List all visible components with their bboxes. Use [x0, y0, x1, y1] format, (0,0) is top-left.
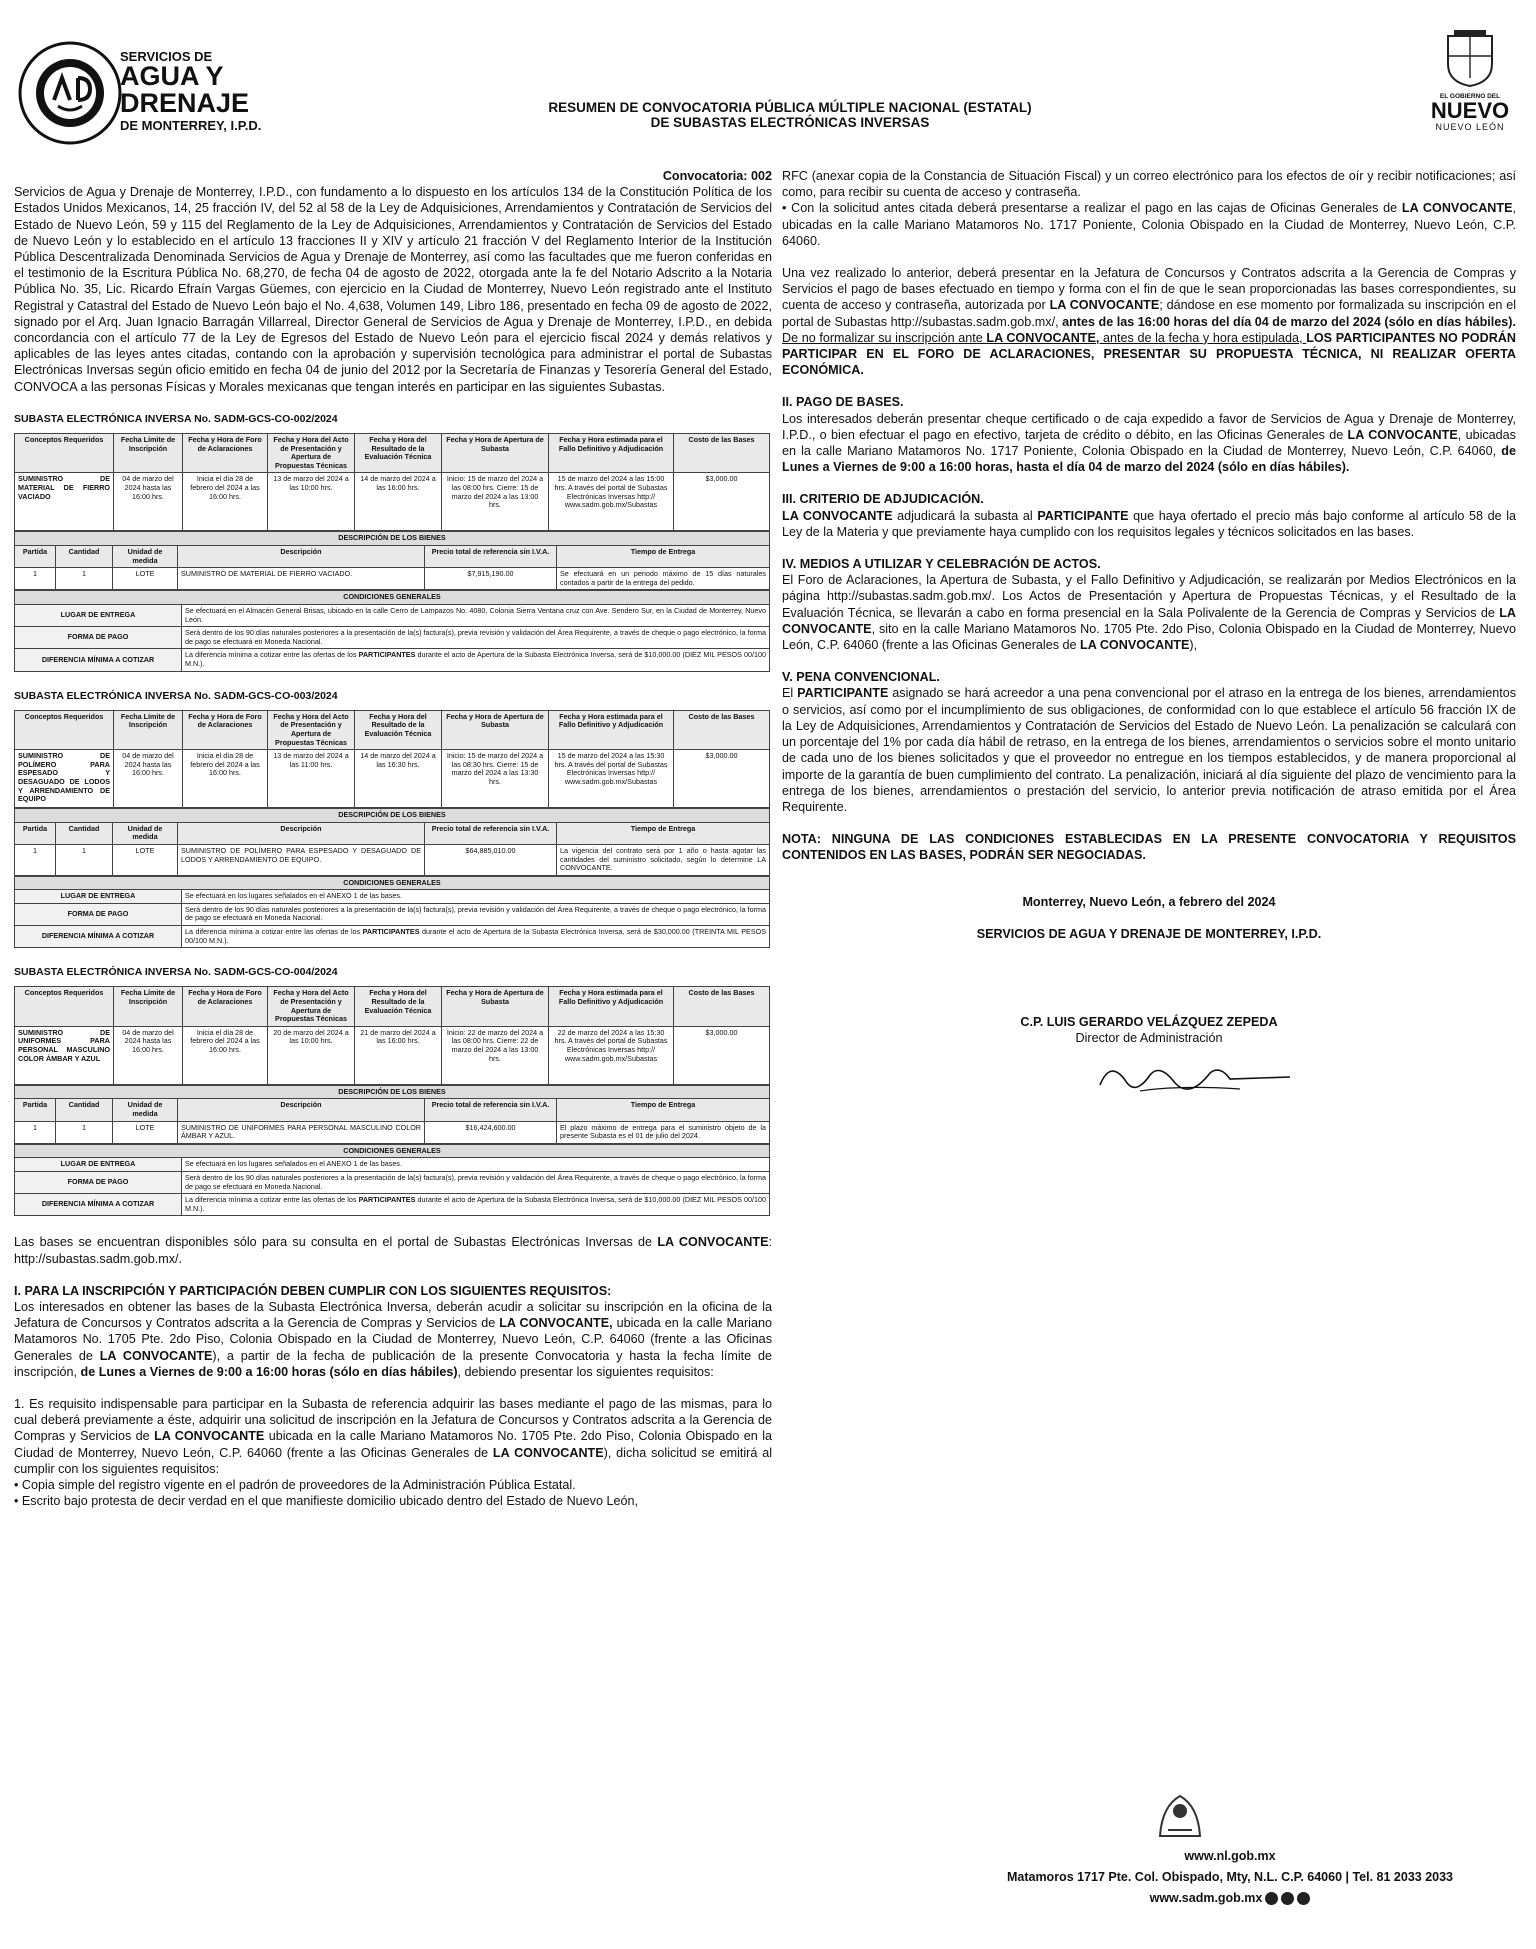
cantidad-cell: 1 — [56, 844, 113, 875]
sadm-wordmark — [120, 50, 261, 132]
schedule-header-cell: Fecha Límite de Inscripción — [114, 434, 183, 473]
schedule-header-cell: Conceptos Requeridos — [15, 987, 114, 1026]
goods-title: DESCRIPCIÓN DE LOS BIENES — [15, 1085, 770, 1099]
goods-header-cell: Cantidad — [56, 822, 113, 844]
schedule-row — [15, 1026, 770, 1084]
diferencia-value: La diferencia mínima a cotizar entre las ofertas de los PARTICIPANTES durante el acto de Apertura de la Subasta Electrónica Inversa, será de $10,000.00 (DIEZ MIL PESOS 00/100 M.N.). — [182, 1194, 770, 1216]
signer-title: Director de Administración — [1075, 1031, 1223, 1046]
conditions-title: CONDICIONES GENERALES — [15, 1144, 770, 1158]
goods-header-cell: Cantidad — [56, 546, 113, 568]
registration-paragraph: Una vez realizado lo anterior, deberá presentar en la Jefatura de Concursos y Contratos adscrita a la Gerencia de Compras y Servicios el pago de bases efectuado en tiempo y forma con el fin de que le sean proporcionadas las bases correspondientes, su cuenta de acceso y contraseña, autorizada por LA CONVOCANTE; dándose en ese momento por formalizada su inscripción en el portal de Subastas http://subastas.sadm.gob.mx/, antes de las 16:00 horas del día 04 de marzo del 2024 (sólo en días hábiles). De no formalizar su inscripción ante LA CONVOCANTE, antes de la fecha y hora estipulada, LOS PARTICIPANTES NO PODRÁN PARTICIPAR EN EL FORO DE ACLARACIONES, PRESENTAR SU PROPUESTA TÉCNICA, NI REALIZAR OFERTA ECONÓMICA. — [782, 266, 1517, 378]
signer-name: C.P. LUIS GERARDO VELÁZQUEZ ZEPEDA — [1020, 1014, 1278, 1029]
lugar-value: Se efectuará en los lugares señalados en el ANEXO 1 de las bases. — [182, 1158, 770, 1172]
section-3-paragraph: LA CONVOCANTE adjudicará la subasta al PARTICIPANTE que haya ofertado el precio más bajo conforme al artículo 58 de la Ley de la Materia y que previamente haya cumplido con los requisitos legales y técnicos solicitados en las bases. — [782, 508, 1516, 539]
goods-header-cell: Descripción — [178, 1099, 425, 1121]
schedule-header-cell: Fecha Límite de Inscripción — [114, 987, 183, 1026]
presentacion-cell: 13 de marzo del 2024 a las 11:00 hrs. — [268, 750, 355, 808]
goods-header-cell: Partida — [15, 1099, 56, 1121]
schedule-header-cell: Fecha y Hora de Apertura de Subasta — [442, 710, 549, 749]
section-4-title: IV. MEDIOS A UTILIZAR Y CELEBRACIÓN DE ACTOS. — [782, 557, 1101, 572]
twitter-icon[interactable] — [1281, 1892, 1294, 1905]
signature-image — [1080, 1055, 1310, 1105]
foro-cell: Inicia el día 28 de febrero del 2024 a las 16:00 hrs. — [183, 1026, 268, 1084]
foro-cell: Inicia el día 28 de febrero del 2024 a las 16:00 hrs. — [183, 473, 268, 531]
goods-table — [14, 531, 770, 590]
diferencia-value: La diferencia mínima a cotizar entre las ofertas de los PARTICIPANTES durante el acto de Apertura de la Subasta Electrónica Inversa, será de $10,000.00 (DIEZ MIL PESOS 00/100 M.N.). — [182, 649, 770, 671]
goods-header-cell: Unidad de medida — [113, 822, 178, 844]
auction-title: SUBASTA ELECTRÓNICA INVERSA No. SADM-GCS-CO-003/2024 — [14, 689, 338, 702]
schedule-header-cell: Fecha y Hora del Resultado de la Evaluación Técnica — [355, 434, 442, 473]
goods-header-cell: Precio total de referencia sin I.V.A. — [425, 1099, 557, 1121]
forma-label: FORMA DE PAGO — [15, 903, 182, 925]
goods-table — [14, 808, 770, 876]
cantidad-cell: 1 — [56, 1121, 113, 1143]
concepto-cell: SUMINISTRO DE MATERIAL DE FIERRO VACIADO — [15, 473, 114, 531]
apertura-cell: Inicio: 15 de marzo del 2024 a las 08:30 hrs. Cierre: 15 de marzo del 2024 a las 13:30 hrs. — [442, 750, 549, 808]
diferencia-label: DIFERENCIA MÍNIMA A COTIZAR — [15, 926, 182, 948]
right-column — [782, 168, 1516, 1046]
diferencia-label: DIFERENCIA MÍNIMA A COTIZAR — [15, 1194, 182, 1216]
convocatoria-number: Convocatoria: 002 — [662, 169, 772, 183]
conditions-table — [14, 876, 770, 949]
entrega-cell: El plazo máximo de entrega para el suministro objeto de la presente Subasta es el 01 de julio del 2024. — [557, 1121, 770, 1143]
schedule-header-cell: Fecha y Hora de Apertura de Subasta — [442, 434, 549, 473]
section-4-paragraph: El Foro de Aclaraciones, la Apertura de Subasta, y el Fallo Definitivo y Adjudicación, se realizarán por Medios Electrónicos en la página http://subastas.sadm.gob.mx/. Los Actos de Presentación y Apertura de Propuestas Técnicas, y el Resultado de la Evaluación Técnica, se llevarán a cabo en forma presencial en la Sala Polivalente de la Gerencia de Compras y Servicios de LA CONVOCANTE, sito en la calle Mariano Matamoros No. 1705 Pte. 2do Piso, Colonia Obispado en la Ciudad de Monterrey, Nuevo León, C.P. 64060 (frente a las Oficinas Generales de LA CONVOCANTE), — [782, 573, 1516, 653]
auction-block — [14, 964, 772, 1216]
forma-label: FORMA DE PAGO — [15, 1171, 182, 1193]
goods-header-cell: Tiempo de Entrega — [557, 822, 770, 844]
diferencia-label: DIFERENCIA MÍNIMA A COTIZAR — [15, 649, 182, 671]
footer-website-sadm[interactable]: www.sadm.gob.mx — [1149, 1891, 1263, 1905]
logo-line-1: SERVICIOS DE — [120, 49, 213, 64]
goods-row — [15, 1121, 770, 1143]
unidad-cell: LOTE — [113, 1121, 178, 1143]
schedule-header-cell: Costo de las Bases — [674, 710, 770, 749]
rfc-paragraph: RFC (anexar copia de la Constancia de Situación Fiscal) y un correo electrónico para los efectos de oír y recibir notificaciones; así como, para recibir su cuenta de acceso y contraseña. — [782, 169, 1516, 200]
schedule-row — [15, 473, 770, 531]
sadm-logo — [18, 38, 318, 148]
signing-organization: SERVICIOS DE AGUA Y DRENAJE DE MONTERREY, I.P.D. — [976, 926, 1322, 941]
nl-logo-caption: EL GOBIERNO DEL — [1439, 93, 1501, 100]
condition-row — [15, 903, 770, 925]
section-1-title: I. PARA LA INSCRIPCIÓN Y PARTICIPACIÓN DEBEN CUMPLIR CON LOS SIGUIENTES REQUISITOS: — [14, 1283, 612, 1298]
schedule-header-cell: Fecha y Hora del Acto de Presentación y Apertura de Propuestas Técnicas — [268, 987, 355, 1026]
schedule-header-cell: Fecha y Hora de Foro de Aclaraciones — [183, 434, 268, 473]
limite-cell: 04 de marzo del 2024 hasta las 16:00 hrs. — [114, 1026, 183, 1084]
lugar-label: LUGAR DE ENTREGA — [15, 1158, 182, 1172]
nl-logo-leon: NUEVO LEÓN — [1435, 122, 1505, 132]
goods-header-row — [15, 546, 770, 568]
descripcion-cell: SUMINISTRO DE MATERIAL DE FIERRO VACIADO. — [178, 568, 425, 590]
condition-row — [15, 926, 770, 948]
goods-header-cell: Descripción — [178, 546, 425, 568]
goods-header-row — [15, 1099, 770, 1121]
schedule-header-cell: Fecha y Hora estimada para el Fallo Definitivo y Adjudicación — [549, 987, 674, 1026]
goods-title: DESCRIPCIÓN DE LOS BIENES — [15, 532, 770, 546]
condition-row — [15, 890, 770, 904]
goods-header-cell: Cantidad — [56, 1099, 113, 1121]
resultado-cell: 14 de marzo del 2024 a las 16:00 hrs. — [355, 473, 442, 531]
conditions-table — [14, 590, 770, 671]
goods-header-cell: Precio total de referencia sin I.V.A. — [425, 546, 557, 568]
footer-social-row — [930, 1888, 1530, 1909]
forma-value: Será dentro de los 90 días naturales posteriores a la presentación de la(s) factura(s), previa revisión y validación del Área Requirente, a través de cheque o pago electrónico, la forma de pago se efectuará en Moneda Nacional. — [182, 903, 770, 925]
cantidad-cell: 1 — [56, 568, 113, 590]
entrega-cell: La vigencia del contrato será por 1 año o hasta agotar las cantidades del suministro solicitado, según lo determine LA CONVOCANTE. — [557, 844, 770, 875]
unidad-cell: LOTE — [113, 844, 178, 875]
schedule-header-cell: Fecha y Hora del Resultado de la Evaluación Técnica — [355, 987, 442, 1026]
section-2-paragraph: Los interesados deberán presentar cheque certificado o de caja expedido a favor de Servicios de Agua y Drenaje de Monterrey, I.P.D., o bien efectuar el pago en efectivo, tarjeta de crédito o débito, en las Oficinas Generales de LA CONVOCANTE, ubicadas en la calle Mariano Matamoros No. 1717 Poniente, Colonia Obispado en la Ciudad de Monterrey, Nuevo León, C.P. 64060, de Lunes a Viernes de 9:00 a 16:00 horas, hasta el día 04 de marzo del 2024 (sólo en días hábiles). — [782, 411, 1516, 475]
schedule-header-row — [15, 710, 770, 749]
partida-cell: 1 — [15, 1121, 56, 1143]
schedule-table — [14, 986, 770, 1084]
goods-title: DESCRIPCIÓN DE LOS BIENES — [15, 809, 770, 823]
resultado-cell: 21 de marzo del 2024 a las 16:00 hrs. — [355, 1026, 442, 1084]
coat-of-arms-icon — [1442, 28, 1498, 88]
payment-bullet: • Con la solicitud antes citada deberá presentarse a realizar el pago en las cajas de Oficinas Generales de LA CONVOCANTE, ubicadas en la calle Mariano Matamoros No. 1717 Poniente, Colonia Obispado en la Ciudad de Monterrey, Nuevo León, C.P. 64060. — [782, 201, 1516, 248]
goods-header-cell: Tiempo de Entrega — [557, 1099, 770, 1121]
descripcion-cell: SUMINISTRO DE UNIFORMES PARA PERSONAL MASCULINO COLOR ÁMBAR Y AZUL. — [178, 1121, 425, 1143]
requirement-bullet-1: • Copia simple del registro vigente en el padrón de proveedores de la Administración Pública Estatal. — [14, 1478, 576, 1492]
schedule-header-cell: Fecha Límite de Inscripción — [114, 710, 183, 749]
footer-address: Matamoros 1717 Pte. Col. Obispado, Mty, N.L. C.P. 64060 | Tel. 81 2033 2033 — [1006, 1870, 1454, 1884]
condition-row — [15, 1158, 770, 1172]
costo-cell: $3,000.00 — [674, 473, 770, 531]
schedule-table — [14, 710, 770, 808]
schedule-header-cell: Fecha y Hora del Resultado de la Evaluación Técnica — [355, 710, 442, 749]
fallo-cell: 15 de marzo del 2024 a las 15:00 hrs. A través del portal de Subastas Electrónicas Inversas http:// www.sadm.gob.mx/Subastas — [549, 473, 674, 531]
presentacion-cell: 13 de marzo del 2024 a las 10:00 hrs. — [268, 473, 355, 531]
conditions-title: CONDICIONES GENERALES — [15, 591, 770, 605]
conditions-table — [14, 1144, 770, 1217]
forma-value: Será dentro de los 90 días naturales posteriores a la presentación de la(s) factura(s), previa revisión y validación del Área Requirente, a través de cheque o pago electrónico, la forma de pago se efectuará en Moneda Nacional. — [182, 1171, 770, 1193]
document-title — [340, 100, 1240, 130]
schedule-header-cell: Fecha y Hora del Acto de Presentación y Apertura de Propuestas Técnicas — [268, 710, 355, 749]
schedule-header-cell: Fecha y Hora de Foro de Aclaraciones — [183, 987, 268, 1026]
presentacion-cell: 20 de marzo del 2024 a las 10:00 hrs. — [268, 1026, 355, 1084]
schedule-header-cell: Costo de las Bases — [674, 434, 770, 473]
entrega-cell: Se efectuará en un periodo máximo de 15 días naturales contados a partir de la entrega del pedido. — [557, 568, 770, 590]
precio-cell: $64,885,010.00 — [425, 844, 557, 875]
nota-paragraph: NOTA: NINGUNA DE LAS CONDICIONES ESTABLECIDAS EN LA PRESENTE CONVOCATORIA Y REQUISITOS CONTENIDOS EN LAS BASES, PODRÁN SER NEGOCIADAS. — [782, 832, 1516, 863]
footer — [930, 1846, 1530, 1909]
schedule-header-cell: Fecha y Hora de Apertura de Subasta — [442, 987, 549, 1026]
auction-block — [14, 688, 772, 949]
logo-line-2: AGUA Y — [120, 61, 224, 91]
fallo-cell: 15 de marzo del 2024 a las 15:30 hrs. A través del portal de Subastas Electrónicas Inversas http:// www.sadm.gob.mx/Subastas — [549, 750, 674, 808]
nl-lion-icon — [1150, 1786, 1210, 1846]
auction-title: SUBASTA ELECTRÓNICA INVERSA No. SADM-GCS-CO-002/2024 — [14, 412, 338, 425]
auction-title: SUBASTA ELECTRÓNICA INVERSA No. SADM-GCS-CO-004/2024 — [14, 966, 338, 979]
schedule-header-cell: Conceptos Requeridos — [15, 434, 114, 473]
condition-row — [15, 649, 770, 671]
schedule-header-cell: Fecha y Hora estimada para el Fallo Definitivo y Adjudicación — [549, 710, 674, 749]
left-column — [14, 168, 772, 1509]
schedule-header-cell: Fecha y Hora del Acto de Presentación y Apertura de Propuestas Técnicas — [268, 434, 355, 473]
footer-website-nl[interactable]: www.nl.gob.mx — [1184, 1849, 1276, 1863]
foro-cell: Inicia el día 28 de febrero del 2024 a las 16:00 hrs. — [183, 750, 268, 808]
requirement-bullet-2: • Escrito bajo protesta de decir verdad en el que manifieste domicilio ubicado dentro del Estado de Nuevo León, — [14, 1494, 638, 1509]
descripcion-cell: SUMINISTRO DE POLÍMERO PARA ESPESADO Y DESAGUADO DE LODOS Y ARRENDAMIENTO DE EQUIPO. — [178, 844, 425, 875]
limite-cell: 04 de marzo del 2024 hasta las 16:00 hrs. — [114, 473, 183, 531]
title-line-1: RESUMEN DE CONVOCATORIA PÚBLICA MÚLTIPLE NACIONAL (ESTATAL) — [548, 100, 1032, 115]
section-1-paragraph-1: Los interesados en obtener las bases de la Subasta Electrónica Inversa, deberán acudir a solicitar su inscripción en la oficina de la Jefatura de Concursos y Contratos adscrita a la Gerencia de Compras y Servicios de LA CONVOCANTE, ubicada en la calle Mariano Matamoros No. 1705 Pte. 2do Piso, Colonia Obispado en la Ciudad de Monterrey, Nuevo León, C.P. 64060 (frente a las Oficinas Generales de LA CONVOCANTE), a partir de la fecha de publicación de la presente Convocatoria y hasta la fecha límite de inscripción, de Lunes a Viernes de 9:00 a 16:00 horas (sólo en días hábiles), debiendo presentar los siguientes requisitos: — [14, 1299, 772, 1379]
schedule-table — [14, 433, 770, 531]
section-2-title: II. PAGO DE BASES. — [782, 395, 904, 410]
precio-cell: $7,915,190.00 — [425, 568, 557, 590]
partida-cell: 1 — [15, 568, 56, 590]
costo-cell: $3,000.00 — [674, 750, 770, 808]
section-1-paragraph-2: 1. Es requisito indispensable para participar en la Subasta de referencia adquirir las bases mediante el pago de las mismas, para lo cual deberá previamente a éste, adquirir una solicitud de inscripción en la Jefatura de Concursos y Contratos adscrita a la Gerencia de Compras y Servicios de LA CONVOCANTE ubicada en la calle Mariano Matamoros No. 1705 Pte. 2do Piso, Colonia Obispado en la Ciudad de Monterrey, Nuevo León, C.P. 64060 (frente a las Oficinas Generales de LA CONVOCANTE), dicha solicitud se emitirá al cumplir con los siguientes requisitos: — [14, 1396, 772, 1476]
nl-logo-nuevo: NUEVO — [1430, 98, 1510, 123]
goods-row — [15, 844, 770, 875]
condition-row — [15, 1171, 770, 1193]
unidad-cell: LOTE — [113, 568, 178, 590]
goods-row — [15, 568, 770, 590]
diferencia-value: La diferencia mínima a cotizar entre las ofertas de los PARTICIPANTES durante el acto de Apertura de la Subasta Electrónica Inversa, será de $30,000.00 (TREINTA MIL PESOS 00/100 M.N.). — [182, 926, 770, 948]
lugar-value: Se efectuará en los lugares señalados en el ANEXO 1 de las bases. — [182, 890, 770, 904]
lugar-label: LUGAR DE ENTREGA — [15, 604, 182, 626]
costo-cell: $3,000.00 — [674, 1026, 770, 1084]
condition-row — [15, 1194, 770, 1216]
section-3-title: III. CRITERIO DE ADJUDICACIÓN. — [782, 492, 984, 507]
logo-line-4: DE MONTERREY, I.P.D. — [120, 118, 262, 133]
fallo-cell: 22 de marzo del 2024 a las 15:30 hrs. A través del portal de Subastas Electrónicas Inversas http:// www.sadm.gob.mx/Subastas — [549, 1026, 674, 1084]
nuevo-leon-logo — [1420, 28, 1520, 138]
lugar-value: Se efectuará en el Almacén General Brisas, ubicado en la calle Cerro de Lampazos No. 4080, Colonia Sierra Ventana cruz con Ave. Sendero Sur, en la Ciudad de Monterrey, Nuevo León. — [182, 604, 770, 626]
resultado-cell: 14 de marzo del 2024 a las 16:30 hrs. — [355, 750, 442, 808]
logo-line-3: DRENAJE — [120, 88, 250, 118]
schedule-header-cell: Costo de las Bases — [674, 987, 770, 1026]
place-date: Monterrey, Nuevo León, a febrero del 2024 — [1022, 894, 1276, 909]
concepto-cell: SUMINISTRO DE POLÍMERO PARA ESPESADO Y DESAGUADO DE LODOS Y ARRENDAMIENTO DE EQUIPO — [15, 750, 114, 808]
schedule-header-cell: Fecha y Hora estimada para el Fallo Definitivo y Adjudicación — [549, 434, 674, 473]
precio-cell: $16,424,600.00 — [425, 1121, 557, 1143]
intro-paragraph: Servicios de Agua y Drenaje de Monterrey, I.P.D., con fundamento a lo dispuesto en los artículos 134 de la Constitución Política de los Estados Unidos Mexicanos, 14, 25 fracción IV, del 52 al 58 de la Ley de Adquisiciones, Arrendamientos y Contratación de Servicios del Estado de Nuevo León, 59 y 115 del Reglamento de la Ley de Adquisiciones, Arrendamientos y Contratación de Servicios del Estado de Nuevo León y lo establecido en el artículo 13 fracciones II y XIV y artículo 21 fracción V del Reglamento Interior de la Institución Pública Descentralizada Denominada Servicios de Agua y Drenaje de Monterrey, así como las facultades que me fueron conferidas en el testimonio de la Escritura Pública No. 68,270, de fecha 04 de agosto de 2022, otorgada ante la fe del Notario Adscrito a la Notaria Pública No. 35, Lic. Ricardo Efraín Vargas Güemes, con ejercicio en la Ciudad de Monterrey, Nuevo León registrado ante el Instituto Registral y Catastral del Estado de Nuevo León bajo el No. 4,638, Volumen 149, Libro 186, presentado en fecha 09 de agosto de 2022, signado por el Arq. Juan Ignacio Barragán Villarreal, Director General de Servicios de Agua y Drenaje de Monterrey, I.P.D., en debida concordancia con el artículo 77 de la Ley de Egresos del Estado de Nuevo León para el ejercicio fiscal 2024 y demás relativos y aplicables de las leyes antes citadas, contando con la aprobación y supervisión tecnológica para administrar el portal de Subastas Electrónicas Inversas según oficio emitido en fecha 04 de junio del 2012 por la Secretaría de Finanzas y Tesorería General del Estado, CONVOCA a las personas Físicas y Morales mexicanas que tengan interés en participar en las siguientes Subastas. — [14, 185, 772, 394]
bases-paragraph: Las bases se encuentran disponibles sólo para su consulta en el portal de Subastas Electrónicas Inversas de LA CONVOCANTE: http://subastas.sadm.gob.mx/. — [14, 1235, 772, 1266]
concepto-cell: SUMINISTRO DE UNIFORMES PARA PERSONAL MASCULINO COLOR ÁMBAR Y AZUL — [15, 1026, 114, 1084]
section-5-title: V. PENA CONVENCIONAL. — [782, 670, 940, 685]
section-5-paragraph: El PARTICIPANTE asignado se hará acreedor a una pena convencional por el atraso en la entrega de los bienes, arrendamientos o servicios, así como por el incumplimiento de sus obligaciones, de conformidad con lo que establece el artículo 56 fracción IX de la Ley de Adquisiciones, Arrendamientos y Contratación de Servicios del Estado de Nuevo León. La penalización se calculará con un porcentaje del 1% por cada día hábil de retraso, en la entrega de los bienes, arrendamientos o servicios sobre el monto unitario de cada uno de los bienes solicitados y que el proveedor no entregue en los tiempos establecidos, y de manera proporcional al importe de la garantía de buen cumplimiento del contrato. La penalización, iniciará al día siguiente del plazo de vencimiento para la entrega de los bienes, arrendamientos o prestación del servicio, lo anterior previa notificación de atraso emitida por el Área Requirente. — [782, 686, 1517, 814]
schedule-header-cell: Conceptos Requeridos — [15, 710, 114, 749]
apertura-cell: Inicio: 15 de marzo del 2024 a las 08:00 hrs. Cierre: 15 de marzo del 2024 a las 13:00 hrs. — [442, 473, 549, 531]
condition-row — [15, 627, 770, 649]
condition-row — [15, 604, 770, 626]
limite-cell: 04 de marzo del 2024 hasta las 16:00 hrs. — [114, 750, 183, 808]
schedule-header-cell: Fecha y Hora de Foro de Aclaraciones — [183, 710, 268, 749]
schedule-header-row — [15, 987, 770, 1026]
goods-header-cell: Precio total de referencia sin I.V.A. — [425, 822, 557, 844]
facebook-icon[interactable] — [1265, 1892, 1278, 1905]
auction-block — [14, 411, 772, 672]
goods-header-cell: Tiempo de Entrega — [557, 546, 770, 568]
goods-header-cell: Partida — [15, 822, 56, 844]
goods-table — [14, 1085, 770, 1144]
youtube-icon[interactable] — [1297, 1892, 1310, 1905]
goods-header-cell: Unidad de medida — [113, 1099, 178, 1121]
conditions-title: CONDICIONES GENERALES — [15, 876, 770, 890]
lugar-label: LUGAR DE ENTREGA — [15, 890, 182, 904]
apertura-cell: Inicio: 22 de marzo del 2024 a las 08:00 hrs. Cierre: 22 de marzo del 2024 a las 13:00 hrs. — [442, 1026, 549, 1084]
goods-header-cell: Partida — [15, 546, 56, 568]
goods-header-cell: Descripción — [178, 822, 425, 844]
goods-header-cell: Unidad de medida — [113, 546, 178, 568]
forma-label: FORMA DE PAGO — [15, 627, 182, 649]
title-line-2: DE SUBASTAS ELECTRÓNICAS INVERSAS — [650, 115, 930, 130]
partida-cell: 1 — [15, 844, 56, 875]
schedule-row — [15, 750, 770, 808]
goods-header-row — [15, 822, 770, 844]
schedule-header-row — [15, 434, 770, 473]
forma-value: Será dentro de los 90 días naturales posteriores a la presentación de la(s) factura(s), previa revisión y validación del Área Requirente, a través de cheque o pago electrónico, la forma de pago se efectuará en Moneda Nacional. — [182, 627, 770, 649]
auction-tables — [14, 411, 772, 1217]
